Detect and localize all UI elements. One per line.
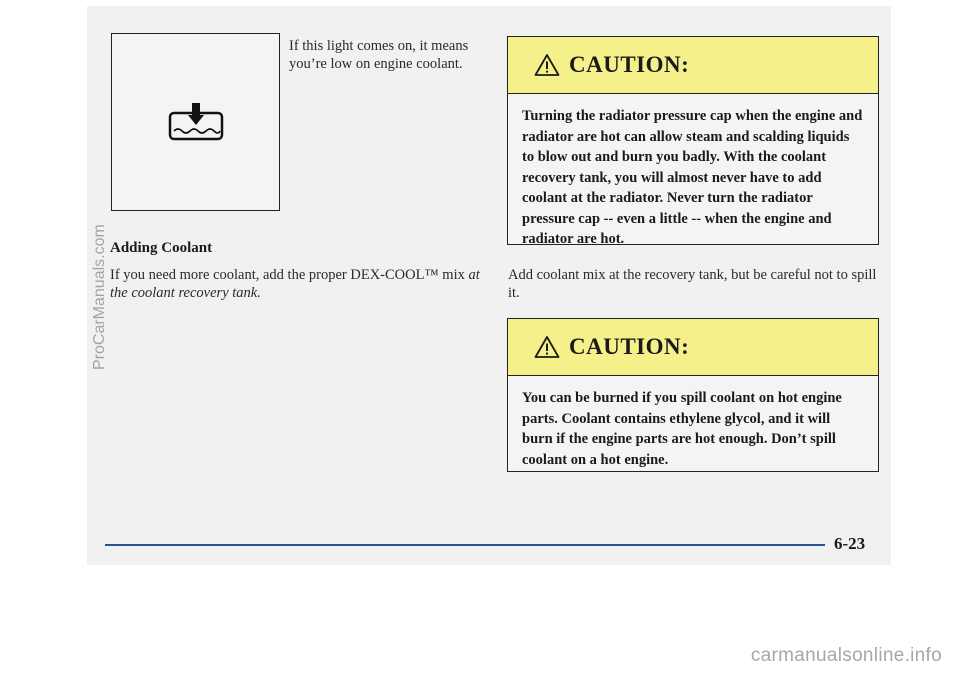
caution-title: CAUTION: bbox=[569, 52, 690, 77]
caution-title: CAUTION: bbox=[569, 334, 690, 359]
page-number: 6-23 bbox=[834, 534, 866, 553]
caution-header bbox=[508, 37, 878, 94]
footer-rule bbox=[105, 544, 825, 546]
bottom-watermark: carmanualsonline.info bbox=[750, 645, 942, 666]
caution-header bbox=[508, 319, 878, 376]
warning-triangle-icon bbox=[534, 53, 560, 77]
adding-coolant-text-italic: at the coolant recovery tank. bbox=[110, 267, 480, 301]
adding-coolant-text-main: If you need more coolant, add the proper DEX-COOL™ mix bbox=[110, 267, 469, 283]
warning-triangle-icon bbox=[534, 335, 560, 359]
add-mix-text: Add coolant mix at the recovery tank, but be careful not to spill it. bbox=[508, 267, 877, 301]
caution-text: Turning the radiator pressure cap when the engine and radiator are hot can allow steam and scalding liquids to blow out and burn you badly. With the coolant recovery tank, you will almost never have to add coolant at the radiator. Never turn the radiator pressure cap -- even a little -- when the engine and radiator are hot. bbox=[522, 108, 863, 247]
caution-box-radiator-cap bbox=[507, 36, 879, 245]
caution-box-spill bbox=[507, 318, 879, 472]
caution-text: You can be burned if you spill coolant on hot engine parts. Coolant contains ethylene glycol, and it will burn if the engine parts are hot enough. Don’t spill coolant on a hot engine. bbox=[522, 390, 842, 468]
section-heading: Adding Coolant bbox=[110, 240, 213, 256]
side-watermark: ProCarManuals.com bbox=[91, 224, 108, 370]
warning-light-description: If this light comes on, it means you’re low on engine coolant. bbox=[289, 38, 469, 72]
